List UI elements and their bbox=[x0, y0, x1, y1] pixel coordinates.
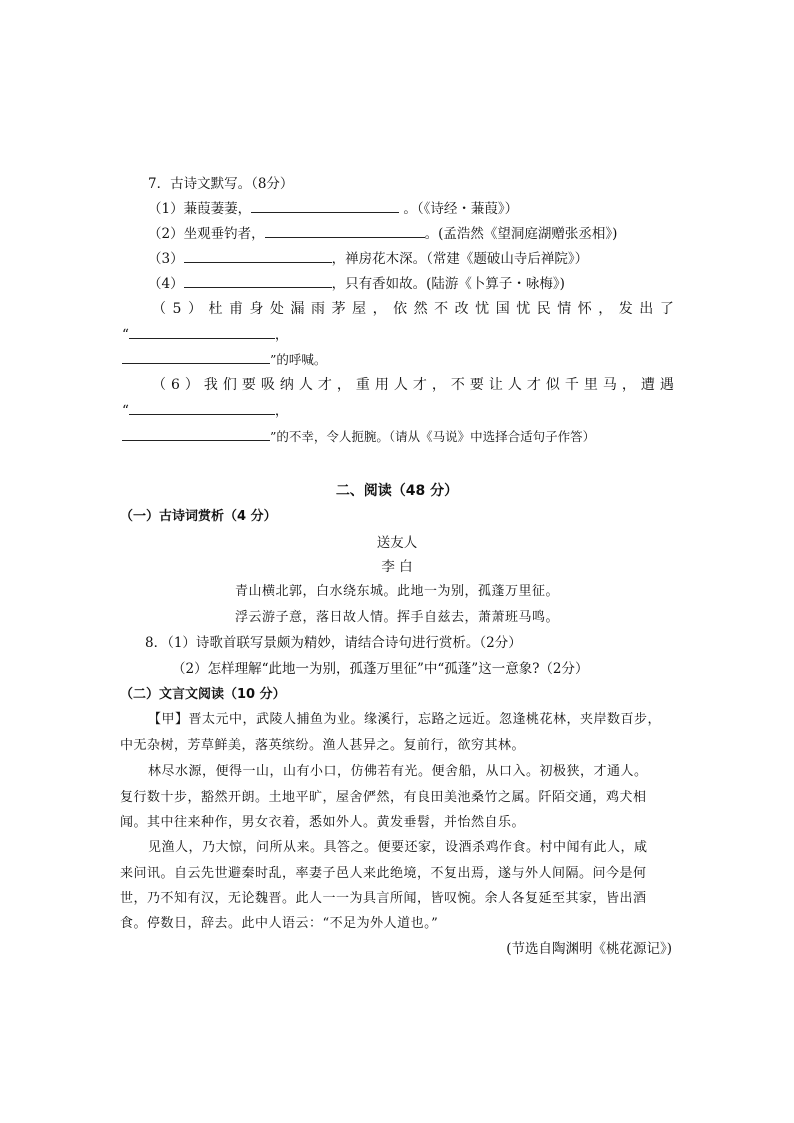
poem-author: 李 白 bbox=[381, 559, 413, 575]
q7-item-1 bbox=[148, 198, 518, 219]
q7-item-6-line2: “ ， bbox=[122, 400, 288, 421]
answer-blank-6b[interactable] bbox=[122, 426, 270, 441]
passage-p3-line4: 食。停数日，辞去。此中人语云：“不足为外人道也。” bbox=[120, 916, 439, 931]
passage-p1-line2: 中无杂树，芳草鲜美，落英缤纷。渔人甚异之。复前行，欲穷其林。 bbox=[120, 738, 526, 753]
poem-line-2: 浮云游子意，落日故人情。挥手自兹去，萧萧班马鸣。 bbox=[234, 610, 559, 625]
q7-1-suffix: 。（《诗经・蒹葭》） bbox=[399, 201, 519, 217]
subsection-poetry: （一）古诗词赏析（4 分） bbox=[120, 509, 277, 524]
answer-blank-2[interactable] bbox=[265, 223, 425, 238]
passage-p2-line2: 复行数十步，豁然开朗。土地平旷，屋舍俨然，有良田美池桑竹之属。阡陌交通，鸡犬相 bbox=[120, 790, 647, 805]
passage-p3-line1: 见渔人，乃大惊，问所从来。具答之。便要还家，设酒杀鸡作食。村中闻有此人，咸 bbox=[148, 840, 648, 855]
answer-blank-3[interactable] bbox=[184, 248, 332, 263]
q7-title: 7．古诗文默写。（8分） bbox=[148, 176, 294, 192]
q7-item-2 bbox=[148, 223, 617, 244]
q7-2-suffix: 。(孟浩然《望洞庭湖赠张丞相》) bbox=[424, 226, 618, 242]
q7-item-5-line2: “ ， bbox=[122, 324, 288, 345]
passage-p1-line1: 【甲】晋太元中，武陵人捕鱼为业。缘溪行，忘路之远近。忽逢桃花林，夹岸数百步， bbox=[148, 712, 662, 727]
passage-source: (节选自陶渊明《桃花源记》) bbox=[506, 941, 672, 957]
passage-p2-line3: 闻。其中往来种作，男女衣着，悉如外人。黄发垂髫，并怡然自乐。 bbox=[120, 815, 526, 830]
passage-p3-line2: 来问讯。自云先世避秦时乱，率妻子邑人来此绝境，不复出焉，遂与外人间隔。问今是何 bbox=[120, 866, 647, 881]
poem-title: 送友人 bbox=[376, 535, 418, 551]
q7-item-6-line1: （ 6 ） 我 们 要 吸 纳 人 才 ， 重 用 人 才 ， 不 要 让 人 才 似 千 里 马 ， 遭 遇 bbox=[152, 377, 674, 393]
q7-1-prefix: （1）蒹葭萋萋， bbox=[148, 201, 252, 217]
q7-3-suffix: ，禅房花木深。（常建《题破山寺后禅院》） bbox=[331, 251, 589, 267]
q7-item-5-line3: ”的呼喊。 bbox=[122, 349, 326, 370]
q8-part-2: （2）怎样理解“此地一为别，孤蓬万里征”中“孤蓬”这一意象?（2分） bbox=[172, 661, 589, 677]
q7-item-5-line1: （ 5 ） 杜 甫 身 处 漏 雨 茅 屋 ， 依 然 不 改 忧 国 忧 民 情 怀 ， 发 出 了 bbox=[152, 301, 674, 317]
answer-blank-1[interactable] bbox=[251, 198, 399, 213]
q7-4-prefix: （4） bbox=[148, 276, 184, 292]
answer-blank-4[interactable] bbox=[184, 273, 332, 288]
poem-line-1: 青山横北郭，白水绕东城。此地一为别，孤蓬万里征。 bbox=[234, 584, 559, 599]
q7-2-prefix: （2）坐观垂钓者， bbox=[148, 226, 265, 242]
q7-3-prefix: （3） bbox=[148, 251, 184, 267]
q7-item-3 bbox=[148, 248, 588, 269]
passage-p2-line1: 林尽水源，便得一山，山有小口，仿佛若有光。便舍船，从口入。初极狭，才通人。 bbox=[148, 764, 648, 779]
passage-mark: 【甲】 bbox=[148, 712, 189, 727]
answer-blank-5b[interactable] bbox=[122, 349, 270, 364]
answer-blank-5a[interactable] bbox=[129, 324, 275, 339]
passage-p3-line3: 世，乃不知有汉，无论魏晋。此人一一为具言所闻，皆叹惋。余人各复延至其家，皆出酒 bbox=[120, 891, 647, 906]
q7-item-6-line3: ”的不幸，令人扼腕。（请从《马说》中选择合适句子作答） bbox=[122, 426, 595, 447]
q8-part-1: 8．（1）诗歌首联写景颇为精妙，请结合诗句进行赏析。（2分） bbox=[145, 635, 522, 651]
q7-4-suffix: ，只有香如故。(陆游《卜算子・咏梅》) bbox=[331, 276, 565, 292]
subsection-classical: （二）文言文阅读（10 分） bbox=[120, 687, 286, 702]
section-heading: 二、阅读（48 分） bbox=[335, 483, 459, 499]
answer-blank-6a[interactable] bbox=[129, 400, 275, 415]
q7-item-4 bbox=[148, 273, 565, 294]
